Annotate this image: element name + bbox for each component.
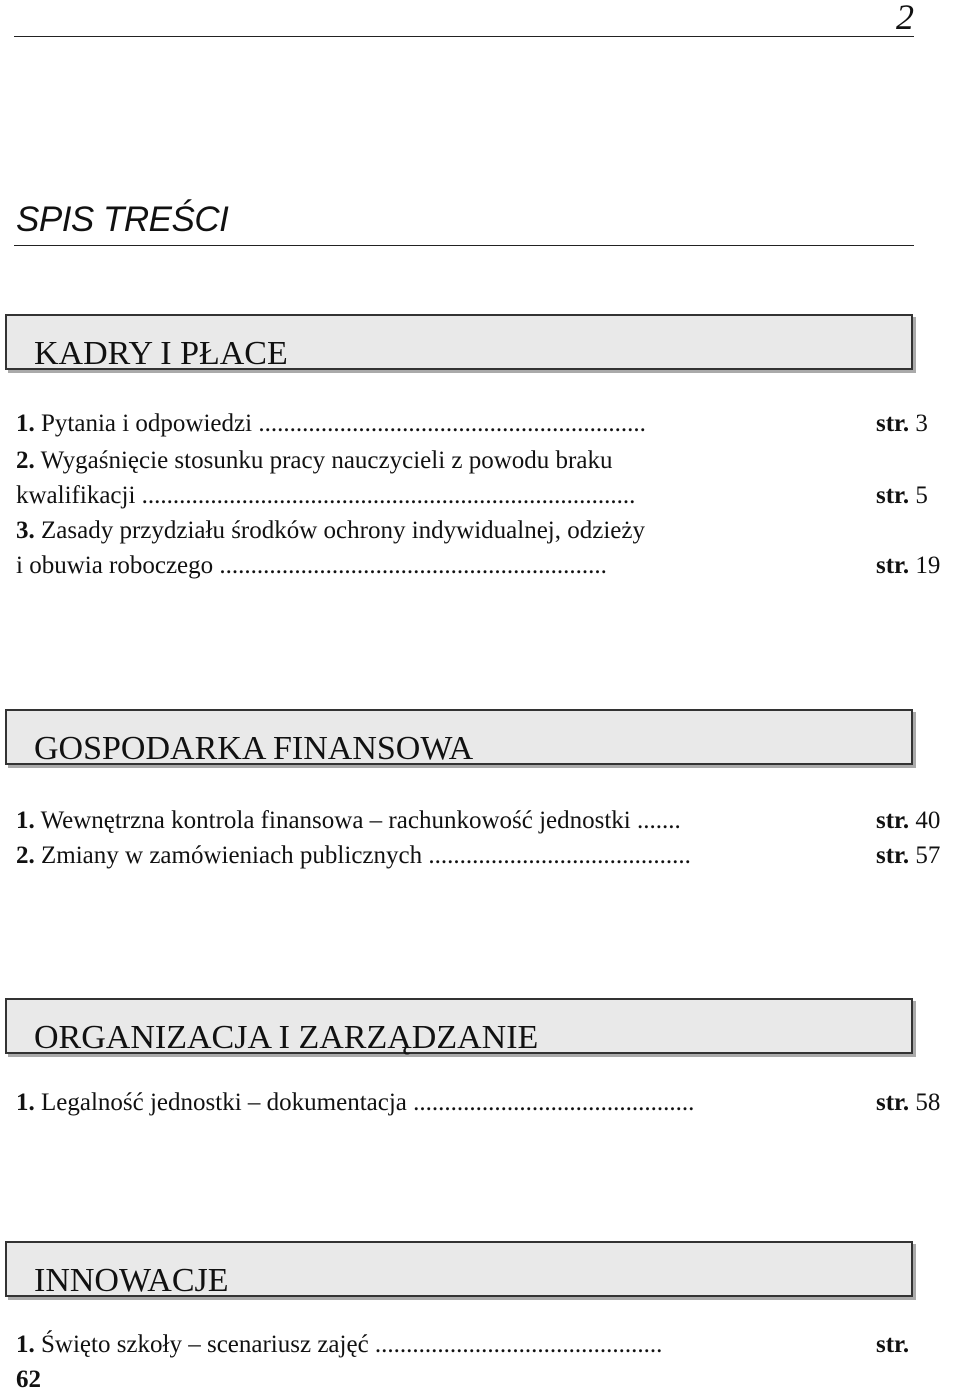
toc-entry-finanse-2[interactable] — [16, 839, 960, 873]
entry-number: 3. — [16, 517, 35, 544]
section-heading-innowacje — [5, 1241, 913, 1297]
entry-page-label — [876, 1328, 909, 1362]
entry-number: 1. — [16, 807, 35, 834]
toc-entry-finanse-1[interactable] — [16, 804, 960, 838]
entry-page — [876, 1086, 940, 1120]
page-label: str. — [876, 807, 910, 834]
toc-entry-kadry-2-cont[interactable] — [16, 479, 960, 513]
header-rule — [14, 36, 914, 37]
section-heading-text: GOSPODARKA FINANSOWA — [34, 730, 474, 767]
page-label: str. — [876, 842, 910, 869]
section-heading-text: KADRY I PŁACE — [34, 335, 288, 372]
page-number: 2 — [896, 0, 914, 37]
page-label: str. — [876, 1089, 910, 1116]
page-number-value: 62 — [16, 1366, 41, 1393]
entry-number: 1. — [16, 1089, 35, 1116]
entry-title: Legalność jednostki – dokumentacja ............................................. — [41, 1089, 695, 1116]
entry-page — [876, 407, 928, 441]
entry-page — [876, 804, 940, 838]
section-heading-text: INNOWACJE — [34, 1262, 229, 1299]
toc-entry-innowacje-1[interactable] — [16, 1328, 960, 1362]
page-label: str. — [876, 482, 910, 509]
page-number-value: 3 — [915, 410, 928, 437]
entry-number: 1. — [16, 1331, 35, 1358]
toc-title: SPIS TREŚCI — [16, 200, 229, 239]
entry-title: Zasady przydziału środków ochrony indywidualnej, odzieży — [41, 517, 645, 544]
page-label: str. — [876, 1331, 910, 1358]
page-number-value: 19 — [915, 552, 941, 579]
entry-number: 2. — [16, 447, 35, 474]
page-number-value: 5 — [915, 482, 928, 509]
toc-entry-innowacje-1-cont[interactable] — [16, 1363, 960, 1397]
entry-number: 2. — [16, 842, 35, 869]
section-heading-gospodarka — [5, 709, 913, 765]
entry-title-continued: kwalifikacji ............................................................................... — [16, 482, 636, 509]
section-heading-kadry — [5, 314, 913, 370]
section-heading-text: ORGANIZACJA I ZARZĄDZANIE — [34, 1019, 539, 1056]
page-number-value: 57 — [915, 842, 941, 869]
page-label: str. — [876, 410, 910, 437]
entry-title: Wygaśnięcie stosunku pracy nauczycieli z powodu braku — [40, 447, 613, 474]
entry-title: Pytania i odpowiedzi .............................................................. — [41, 410, 646, 437]
toc-entry-kadry-3-cont[interactable] — [16, 549, 960, 583]
page-number-value: 58 — [915, 1089, 941, 1116]
toc-entry-organizacja-1[interactable] — [16, 1086, 960, 1120]
page-number-value: 40 — [915, 807, 941, 834]
entry-page — [876, 479, 928, 513]
page-label: str. — [876, 552, 910, 579]
toc-entry-kadry-3[interactable] — [16, 514, 960, 548]
entry-page — [876, 549, 940, 583]
toc-entry-kadry-2[interactable] — [16, 444, 960, 478]
entry-number: 1. — [16, 410, 35, 437]
section-heading-organizacja — [5, 998, 913, 1054]
title-rule — [14, 245, 914, 246]
entry-title: Święto szkoły – scenariusz zajęć .............................................. — [41, 1331, 663, 1358]
entry-title: Zmiany w zamówieniach publicznych .......................................... — [41, 842, 691, 869]
entry-title: Wewnętrzna kontrola finansowa – rachunkowość jednostki ....... — [40, 807, 681, 834]
entry-title-continued: i obuwia roboczego .............................................................. — [16, 552, 607, 579]
entry-page — [876, 839, 940, 873]
toc-entry-kadry-1[interactable] — [16, 407, 960, 441]
